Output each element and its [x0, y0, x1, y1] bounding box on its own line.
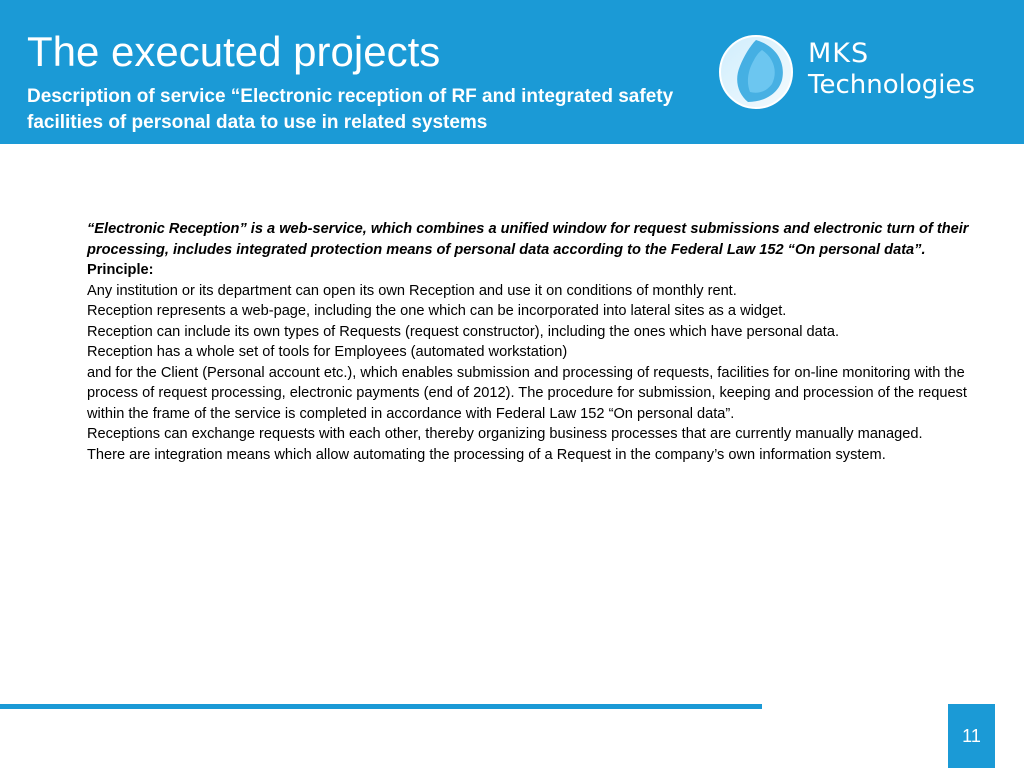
body-paragraph: Reception has a whole set of tools for Employees (automated workstation)	[87, 344, 568, 360]
body-paragraph: Receptions can exchange requests with each other, thereby organizing business processes that are currently manually managed.	[87, 426, 923, 442]
slide-body	[87, 219, 992, 465]
slide-title: The executed projects	[27, 28, 441, 75]
slide-subtitle: Description of service “Electronic reception of RF and integrated safety facilities of personal data to use in related systems	[27, 86, 674, 133]
body-paragraph: Reception can include its own types of Requests (request constructor), including the ones which have personal data.	[87, 323, 840, 340]
body-paragraph: There are integration means which allow automating the processing of a Request in the company’s own information system.	[87, 446, 886, 463]
logo-line-mks: MKS	[808, 38, 870, 69]
company-logo-text	[808, 38, 975, 100]
body-paragraph: and for the Client (Personal account etc.), which enables submission and processing of requests, facilities for on-line monitoring with the process of request processing, electronic payments (end of 2012). The procedure for submission, keeping and procession of the request within the frame of the service is completed in accordance with Federal Law 152 “On personal data”.	[87, 364, 967, 422]
intro-paragraph: “Electronic Reception” is a web-service, which combines a unified window for request submissions and electronic turn of their processing, includes integrated protection means of personal data according to the Federal Law 152 “On personal data”.	[87, 221, 969, 258]
page-number-badge: 11	[948, 704, 995, 768]
body-paragraph: Any institution or its department can open its own Reception and use it on conditions of monthly rent.	[87, 282, 737, 299]
principle-heading: Principle:	[87, 262, 154, 278]
mks-logo-icon	[716, 32, 796, 112]
slide-header	[0, 0, 1024, 144]
logo-line-technologies: Technologies	[808, 70, 976, 100]
body-paragraph: Reception represents a web-page, including the one which can be incorporated into lateral sites as a widget.	[87, 303, 787, 319]
footer-divider	[0, 704, 762, 709]
